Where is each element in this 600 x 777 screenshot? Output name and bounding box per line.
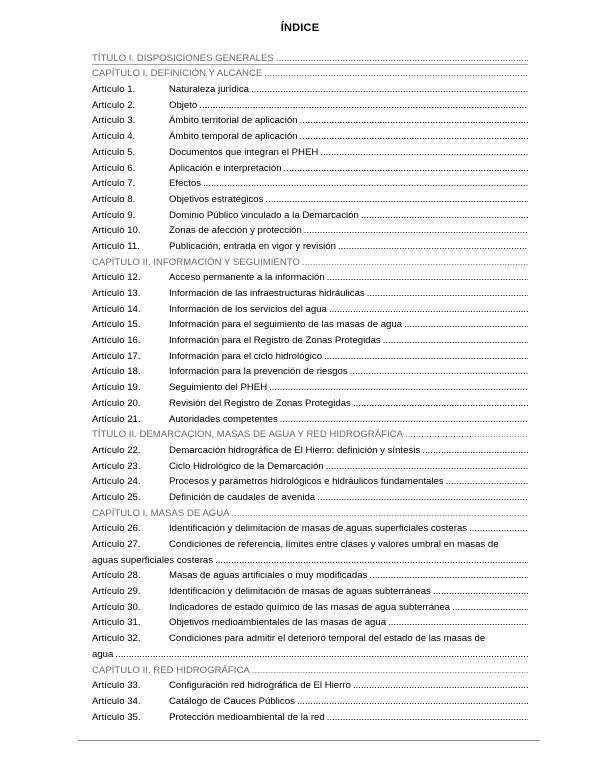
toc-entry[interactable] — [92, 283, 528, 299]
article-number: Artículo 28. — [92, 570, 141, 582]
toc-entry[interactable] — [92, 189, 528, 205]
article-title: Ciclo Hidrológico de la Demarcación — [169, 460, 324, 472]
dot-leader — [302, 257, 528, 268]
toc-entry[interactable] — [92, 409, 528, 425]
article-title: Publicación, entrada en vigor y revisión — [169, 240, 336, 252]
article-number: Artículo 22. — [92, 444, 141, 456]
dot-leader — [422, 445, 528, 456]
article-title-continued: aguas superficiales costeras — [92, 554, 214, 566]
article-number: Artículo 14. — [92, 303, 141, 315]
dot-leader — [251, 84, 528, 95]
dot-leader — [300, 115, 528, 126]
toc-entry[interactable] — [92, 707, 528, 723]
toc-entry[interactable] — [92, 158, 528, 174]
article-number: Artículo 11. — [92, 240, 140, 252]
article-number: Artículo 17. — [92, 350, 141, 362]
dot-leader — [199, 100, 528, 111]
article-title: Efectos — [169, 178, 201, 190]
toc-entry[interactable] — [92, 330, 528, 346]
article-title: Condiciones para admitir el deterioro temporal del estado de las masas de — [169, 633, 486, 645]
toc-entry-line — [92, 534, 528, 550]
dot-leader — [300, 131, 528, 142]
article-number: Artículo 21. — [92, 413, 141, 425]
toc-entry[interactable] — [92, 111, 528, 127]
dot-leader — [452, 602, 528, 613]
dot-leader — [252, 665, 528, 676]
article-title: Información de los servicios del agua — [169, 303, 327, 315]
toc-entry-line — [92, 628, 528, 644]
toc-entry[interactable] — [92, 534, 528, 565]
article-number: Artículo 19. — [92, 382, 141, 394]
table-of-contents — [92, 48, 528, 723]
dot-leader — [404, 319, 528, 330]
article-number: Artículo 25. — [92, 491, 141, 503]
article-number: Artículo 12. — [92, 272, 141, 284]
toc-entry[interactable] — [92, 315, 528, 331]
dot-leader — [353, 398, 528, 409]
dot-leader — [232, 508, 528, 519]
dot-leader — [383, 335, 528, 346]
toc-entry-line — [92, 550, 528, 566]
dot-leader — [326, 461, 528, 472]
toc-heading-text: TÍTULO II. DEMARCACION, MASAS DE AGUA Y RED HIDROGRÁFICA — [92, 429, 403, 441]
article-number: Artículo 1. — [92, 84, 136, 96]
dot-leader — [304, 225, 528, 236]
toc-heading[interactable] — [92, 660, 528, 676]
article-number: Artículo 33. — [92, 680, 141, 692]
toc-entry[interactable] — [92, 174, 528, 190]
dot-leader — [280, 414, 528, 425]
article-title: Identificación y delimitación de masas de aguas superficiales costeras — [169, 523, 468, 535]
dot-leader — [405, 429, 528, 440]
dot-leader — [433, 586, 528, 597]
dot-leader — [265, 194, 528, 205]
toc-entry[interactable] — [92, 236, 528, 252]
dot-leader — [264, 68, 528, 79]
article-title: Configuración red hidrográfica de El Hierro — [169, 680, 351, 692]
toc-entry[interactable] — [92, 628, 528, 659]
toc-entry[interactable] — [92, 142, 528, 158]
article-title: Información de las infraestructuras hidráulicas — [169, 288, 365, 299]
toc-entry[interactable] — [92, 393, 528, 409]
article-number: Artículo 34. — [92, 695, 141, 707]
dot-leader — [297, 696, 528, 707]
article-title: Catálogo de Cauces Públicos — [169, 695, 295, 707]
dot-leader — [327, 712, 528, 723]
toc-heading-text: CAPÍTULO II. RED HIDROGRÁFICA — [92, 664, 250, 676]
toc-entry[interactable] — [92, 95, 528, 111]
toc-entry[interactable] — [92, 597, 528, 613]
toc-heading-text: CAPÍTULO II. INFORMACIÓN Y SEGUIMIENTO — [92, 256, 300, 268]
dot-leader — [276, 53, 528, 64]
article-title: Aplicación e interpretación — [169, 162, 282, 174]
dot-leader — [317, 492, 528, 503]
article-number: Artículo 4. — [92, 131, 136, 143]
article-number: Artículo 7. — [92, 178, 136, 190]
article-title: Ámbito territorial de aplicación — [169, 115, 298, 127]
dot-leader — [338, 241, 528, 252]
article-title: Información para el Registro de Zonas Protegidas — [169, 335, 381, 347]
article-number: Artículo 3. — [92, 115, 136, 127]
article-number: Artículo 10. — [92, 225, 141, 237]
page-title: ÍNDICE — [280, 22, 320, 34]
toc-entry[interactable] — [92, 205, 528, 221]
dot-leader — [369, 570, 528, 581]
article-title: Autoridades competentes — [169, 413, 278, 425]
article-title: Objetivos estratégicos — [169, 193, 264, 205]
article-number: Artículo 35. — [92, 711, 141, 723]
article-title: Definición de caudales de avenida — [169, 491, 316, 503]
toc-entry[interactable] — [92, 613, 528, 629]
dot-leader — [203, 178, 528, 189]
toc-entry[interactable] — [92, 79, 528, 95]
article-title: Información para el seguimiento de las masas de agua — [169, 319, 403, 331]
toc-entry[interactable] — [92, 519, 528, 535]
dot-leader — [367, 288, 528, 299]
article-number: Artículo 20. — [92, 397, 141, 409]
article-number: Artículo 32. — [92, 633, 141, 645]
toc-entry[interactable] — [92, 566, 528, 582]
toc-heading-text: CAPÍTULO I. DEFINICIÓN Y ALCANCE — [92, 68, 263, 80]
article-title: Demarcación hidrográfica de El Hierro: definición y síntesis — [169, 444, 421, 456]
dot-leader — [115, 649, 528, 660]
article-number: Artículo 2. — [92, 99, 136, 111]
article-number: Artículo 31. — [92, 617, 141, 629]
article-title: Condiciones de referencia, límites entre clases y valores umbral en masas de — [169, 539, 499, 550]
toc-heading[interactable] — [92, 64, 528, 80]
toc-entry[interactable] — [92, 456, 528, 472]
footer-rule — [78, 740, 540, 741]
toc-heading-text: CAPÍTULO I. MASAS DE AGUA — [92, 507, 230, 519]
toc-entry[interactable] — [92, 268, 528, 284]
toc-entry[interactable] — [92, 299, 528, 315]
dot-leader — [320, 147, 528, 158]
toc-entry[interactable] — [92, 472, 528, 488]
article-title: Acceso permanente a la información — [169, 272, 325, 284]
toc-entry[interactable] — [92, 362, 528, 378]
article-number: Artículo 15. — [92, 319, 141, 331]
toc-entry[interactable] — [92, 487, 528, 503]
article-number: Artículo 5. — [92, 146, 136, 158]
article-number: Artículo 27. — [92, 539, 141, 550]
article-number: Artículo 18. — [92, 366, 141, 378]
article-title: Identificación y delimitación de masas de aguas subterráneas — [169, 586, 431, 598]
toc-entry[interactable] — [92, 126, 528, 142]
dot-leader — [446, 476, 528, 487]
article-title: Ámbito temporal de aplicación — [169, 131, 298, 143]
toc-entry[interactable] — [92, 676, 528, 692]
article-title: Objetivos medioambientales de las masas de agua — [169, 617, 387, 629]
article-title: Naturaleza jurídica — [169, 84, 249, 96]
dot-leader — [327, 272, 528, 283]
toc-heading[interactable] — [92, 503, 528, 519]
dot-leader — [469, 523, 528, 534]
dot-leader — [215, 555, 528, 566]
toc-heading[interactable] — [92, 252, 528, 268]
dot-leader — [284, 163, 528, 174]
dot-leader — [350, 366, 528, 377]
dot-leader — [353, 680, 528, 691]
article-title: Procesos y parámetros hidrológicos e hidráulicos fundamentales — [169, 476, 444, 488]
article-number: Artículo 16. — [92, 335, 141, 347]
article-title: Información para el ciclo hidrológico — [169, 350, 323, 362]
toc-entry[interactable] — [92, 581, 528, 597]
toc-entry[interactable] — [92, 377, 528, 393]
article-title: Masas de aguas artificiales o muy modificadas — [169, 570, 368, 582]
toc-entry-line — [92, 644, 528, 660]
dot-leader — [329, 304, 528, 315]
article-title: Documentos que integran el PHEH — [169, 146, 319, 158]
toc-entry[interactable] — [92, 346, 528, 362]
article-title: Revisión del Registro de Zonas Protegidas — [169, 397, 351, 409]
toc-entry[interactable] — [92, 440, 528, 456]
article-number: Artículo 24. — [92, 476, 141, 488]
toc-entry[interactable] — [92, 691, 528, 707]
article-title: Seguimiento del PHEH — [169, 382, 268, 394]
toc-heading-text: TÍTULO I. DISPOSICIONES GENERALES — [92, 52, 274, 64]
article-number: Artículo 29. — [92, 586, 141, 598]
dot-leader — [324, 351, 528, 362]
toc-heading[interactable] — [92, 48, 528, 64]
article-number: Artículo 23. — [92, 460, 141, 472]
article-title: Información para la prevención de riesgos — [169, 366, 348, 378]
article-title-continued: agua — [92, 648, 114, 660]
article-number: Artículo 9. — [92, 209, 136, 221]
article-title: Indicadores de estado químico de las masas de agua subterránea — [169, 601, 451, 613]
article-number: Artículo 30. — [92, 601, 141, 613]
dot-leader — [269, 382, 528, 393]
article-number: Artículo 26. — [92, 523, 141, 535]
article-title: Objeto — [169, 99, 198, 111]
dot-leader — [361, 210, 528, 221]
article-title: Dominio Público vinculado a la Demarcación — [169, 209, 359, 221]
article-title: Zonas de afección y protección — [169, 225, 302, 237]
article-number: Artículo 13. — [92, 288, 141, 299]
article-number: Artículo 6. — [92, 162, 136, 174]
article-title: Protección medioambiental de la red — [169, 711, 325, 723]
toc-heading[interactable] — [92, 425, 528, 441]
dot-leader — [388, 617, 528, 628]
article-number: Artículo 8. — [92, 193, 136, 205]
toc-entry[interactable] — [92, 221, 528, 237]
